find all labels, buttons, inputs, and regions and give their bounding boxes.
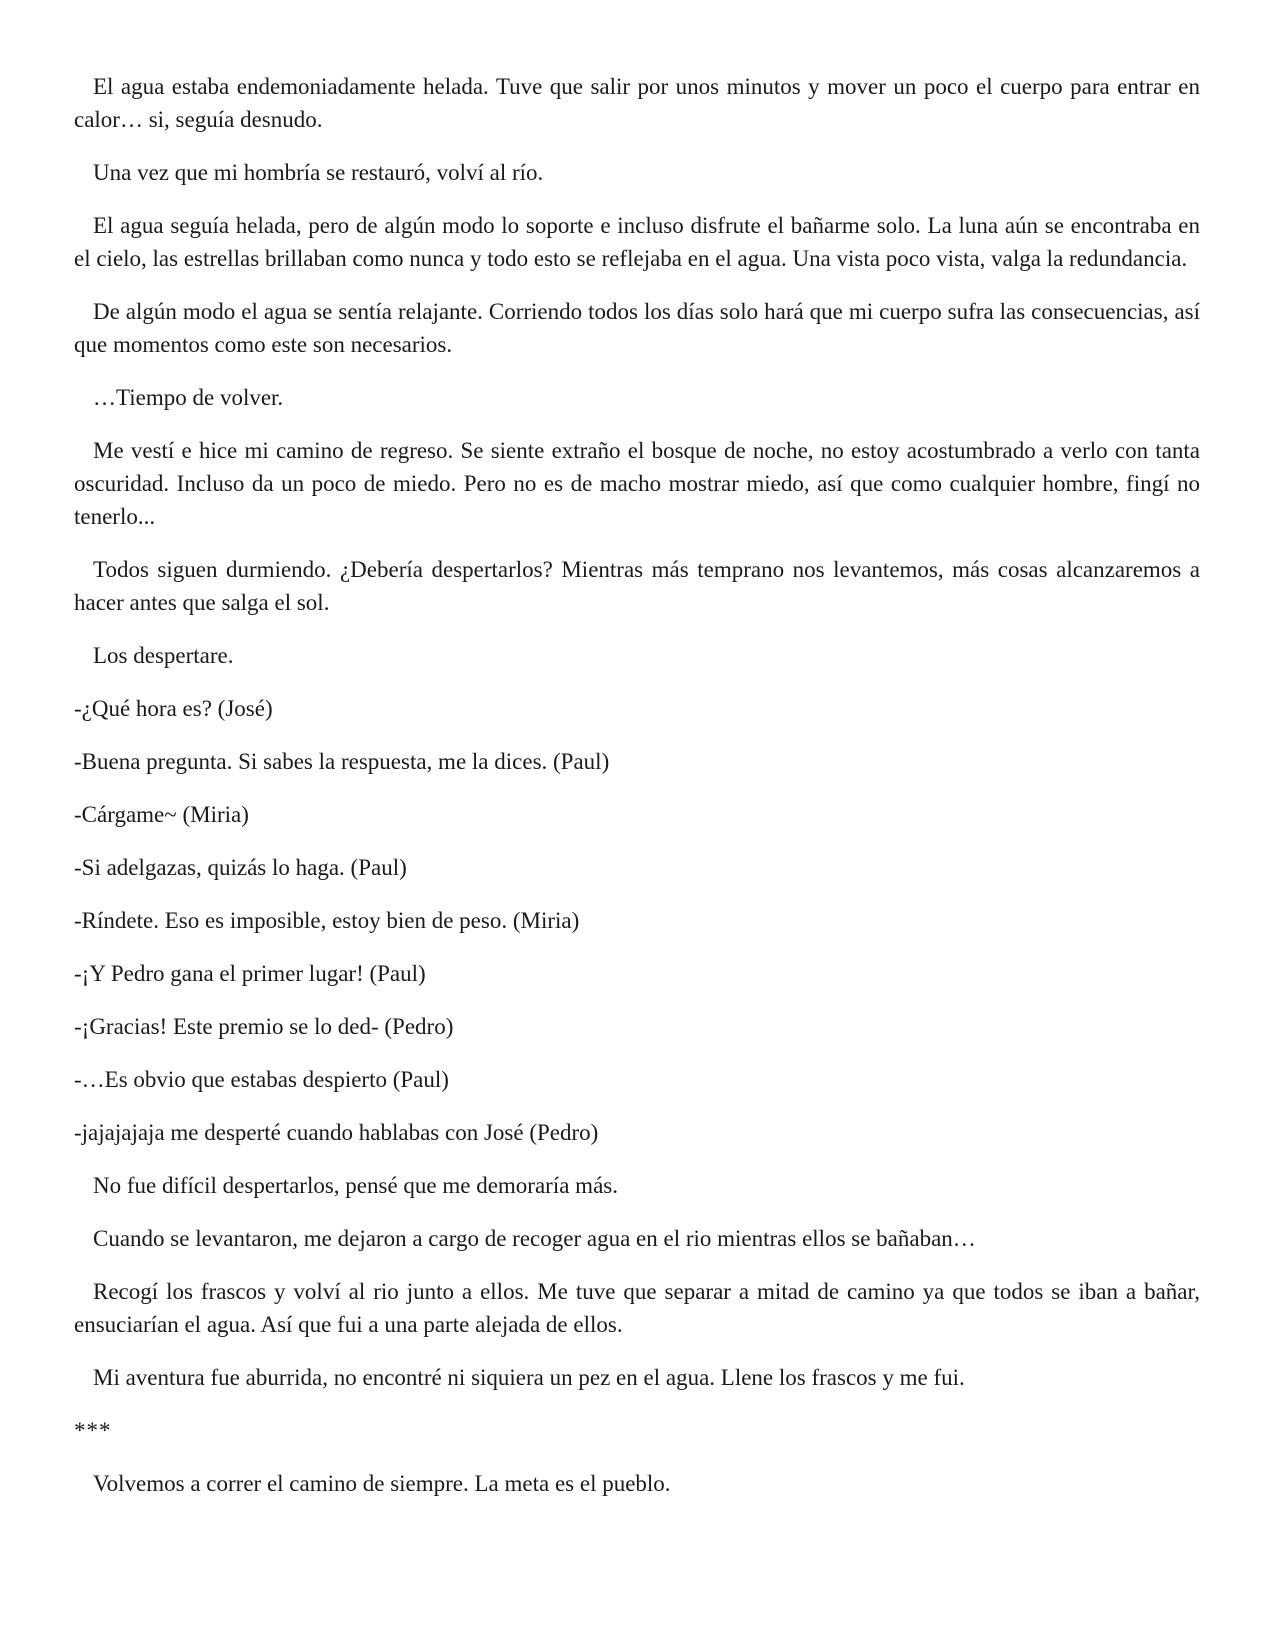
- paragraph-10: Cuando se levantaron, me dejaron a cargo de recoger agua en el rio mientras ellos se bañaban…: [93, 1226, 976, 1251]
- paragraph-9: No fue difícil despertarlos, pensé que me demoraría más.: [93, 1173, 618, 1198]
- paragraph-11: Recogí los frascos y volví al rio junto a ellos. Me tuve que separar a mitad de camino ya que todos se iban a bañar, ensuciarían el agua. Así que fui a una parte alejada de ellos.: [74, 1279, 1200, 1337]
- paragraph-6: Me vestí e hice mi camino de regreso. Se siente extraño el bosque de noche, no estoy acostumbrado a verlo con tanta oscuridad. Incluso da un poco de miedo. Pero no es de macho mostrar miedo, así que como cualquier hombre, fingí no tenerlo...: [74, 438, 1200, 529]
- paragraph-1: El agua estaba endemoniadamente helada. Tuve que salir por unos minutos y mover un poco el cuerpo para entrar en calor… si, seguía desnudo.: [74, 74, 1200, 132]
- paragraph-13: Volvemos a correr el camino de siempre. La meta es el pueblo.: [93, 1471, 671, 1496]
- paragraph-3: El agua seguía helada, pero de algún modo lo soporte e incluso disfrute el bañarme solo. La luna aún se encontraba en el cielo, las estrellas brillaban como nunca y todo esto se reflejaba en el agua. Una vista poco vista, valga la redundancia.: [74, 213, 1200, 271]
- paragraph-2: Una vez que mi hombría se restauró, volví al río.: [93, 160, 544, 185]
- dialog-line-8: -…Es obvio que estabas despierto (Paul): [74, 1067, 449, 1092]
- paragraph-7: Todos siguen durmiendo. ¿Debería despertarlos? Mientras más temprano nos levantemos, más cosas alcanzaremos a hacer antes que salga el sol.: [74, 557, 1200, 615]
- dialog-line-6: -¡Y Pedro gana el primer lugar! (Paul): [74, 961, 426, 986]
- dialog-line-2: -Buena pregunta. Si sabes la respuesta, me la dices. (Paul): [74, 749, 610, 774]
- paragraph-12: Mi aventura fue aburrida, no encontré ni siquiera un pez en el agua. Llene los frascos y me fui.: [93, 1365, 965, 1390]
- document-page: [74, 70, 1200, 1520]
- paragraph-4: De algún modo el agua se sentía relajante. Corriendo todos los días solo hará que mi cuerpo sufra las consecuencias, así que momentos como este son necesarios.: [74, 299, 1200, 357]
- dialog-line-3: -Cárgame~ (Miria): [74, 802, 249, 827]
- dialog-line-1: -¿Qué hora es? (José): [74, 696, 273, 721]
- dialog-line-7: -¡Gracias! Este premio se lo ded- (Pedro): [74, 1014, 454, 1039]
- paragraph-8: Los despertare.: [93, 643, 234, 668]
- scene-separator: ***: [74, 1418, 112, 1443]
- paragraph-5: …Tiempo de volver.: [93, 385, 284, 410]
- dialog-line-9: -jajajajaja me desperté cuando hablabas con José (Pedro): [74, 1120, 599, 1145]
- dialog-line-5: -Ríndete. Eso es imposible, estoy bien de peso. (Miria): [74, 908, 580, 933]
- dialog-line-4: -Si adelgazas, quizás lo haga. (Paul): [74, 855, 407, 880]
